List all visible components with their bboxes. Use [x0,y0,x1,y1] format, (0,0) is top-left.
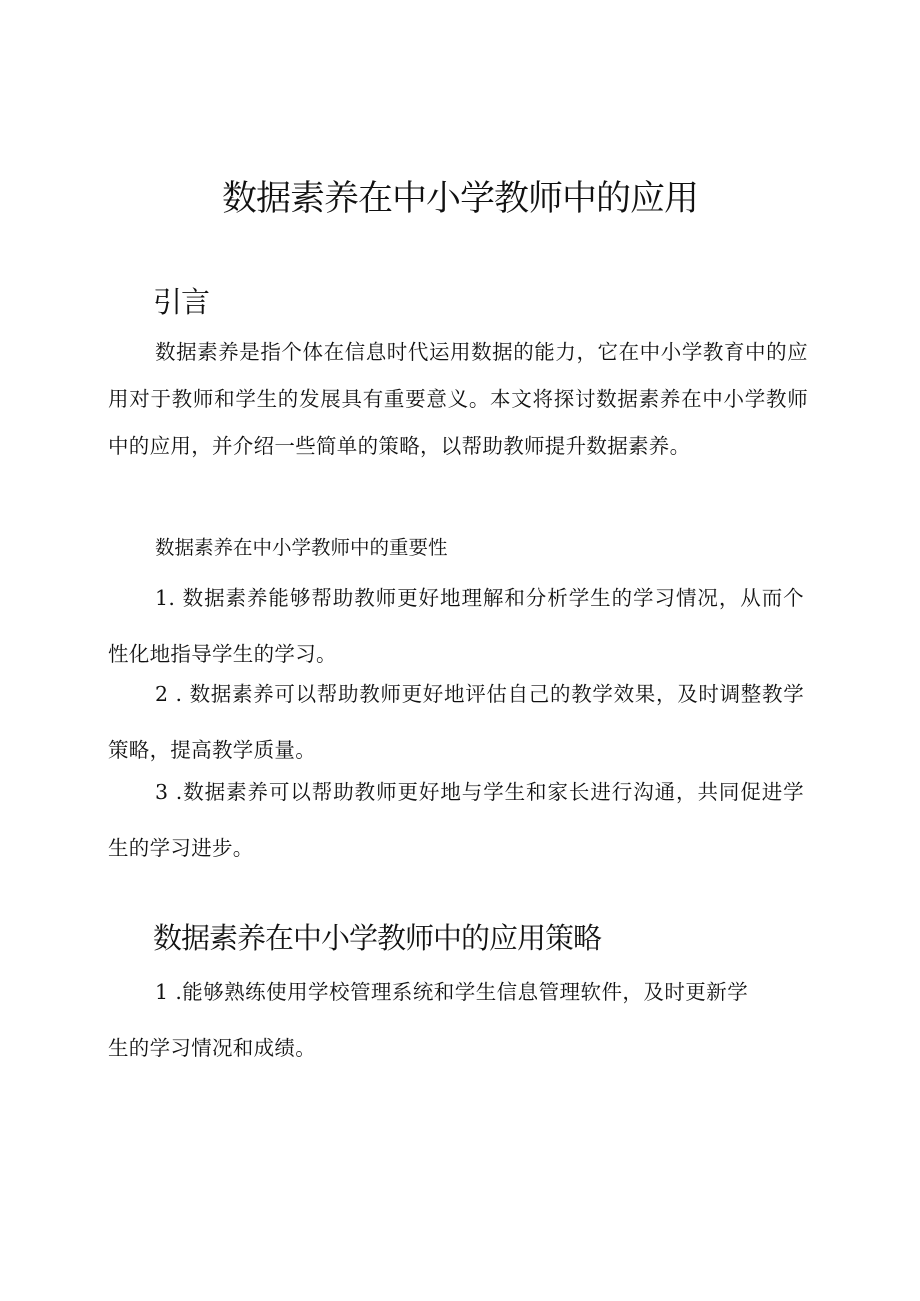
intro-heading: 引言 [153,285,210,319]
strategies-item-1: 1 .能够熟练使用学校管理系统和学生信息管理软件，及时更新学生的学习情况和成绩。 [108,980,748,1060]
strategies-heading: 数据素养在中小学教师中的应用策略 [153,921,602,955]
importance-item-2: 2 . 数据素养可以帮助教师更好地评估自己的教学效果，及时调整教学策略，提高教学质量。 [108,682,804,762]
importance-item-1: 1. 数据素养能够帮助教师更好地理解和分析学生的学习情况，从而个性化地指导学生的学习。 [108,586,804,666]
document-title: 数据素养在中小学教师中的应用 [221,179,698,219]
importance-heading: 数据素养在中小学教师中的重要性 [155,536,448,559]
intro-paragraph: 数据素养是指个体在信息时代运用数据的能力，它在中小学教育中的应用对于教师和学生的发展具有重要意义。本文将探讨数据素养在中小学教师中的应用，并介绍一些简单的策略，以帮助教师提升数据素养。 [108,340,808,458]
importance-item-3: 3 .数据素养可以帮助教师更好地与学生和家长进行沟通，共同促进学生的学习进步。 [108,780,804,860]
